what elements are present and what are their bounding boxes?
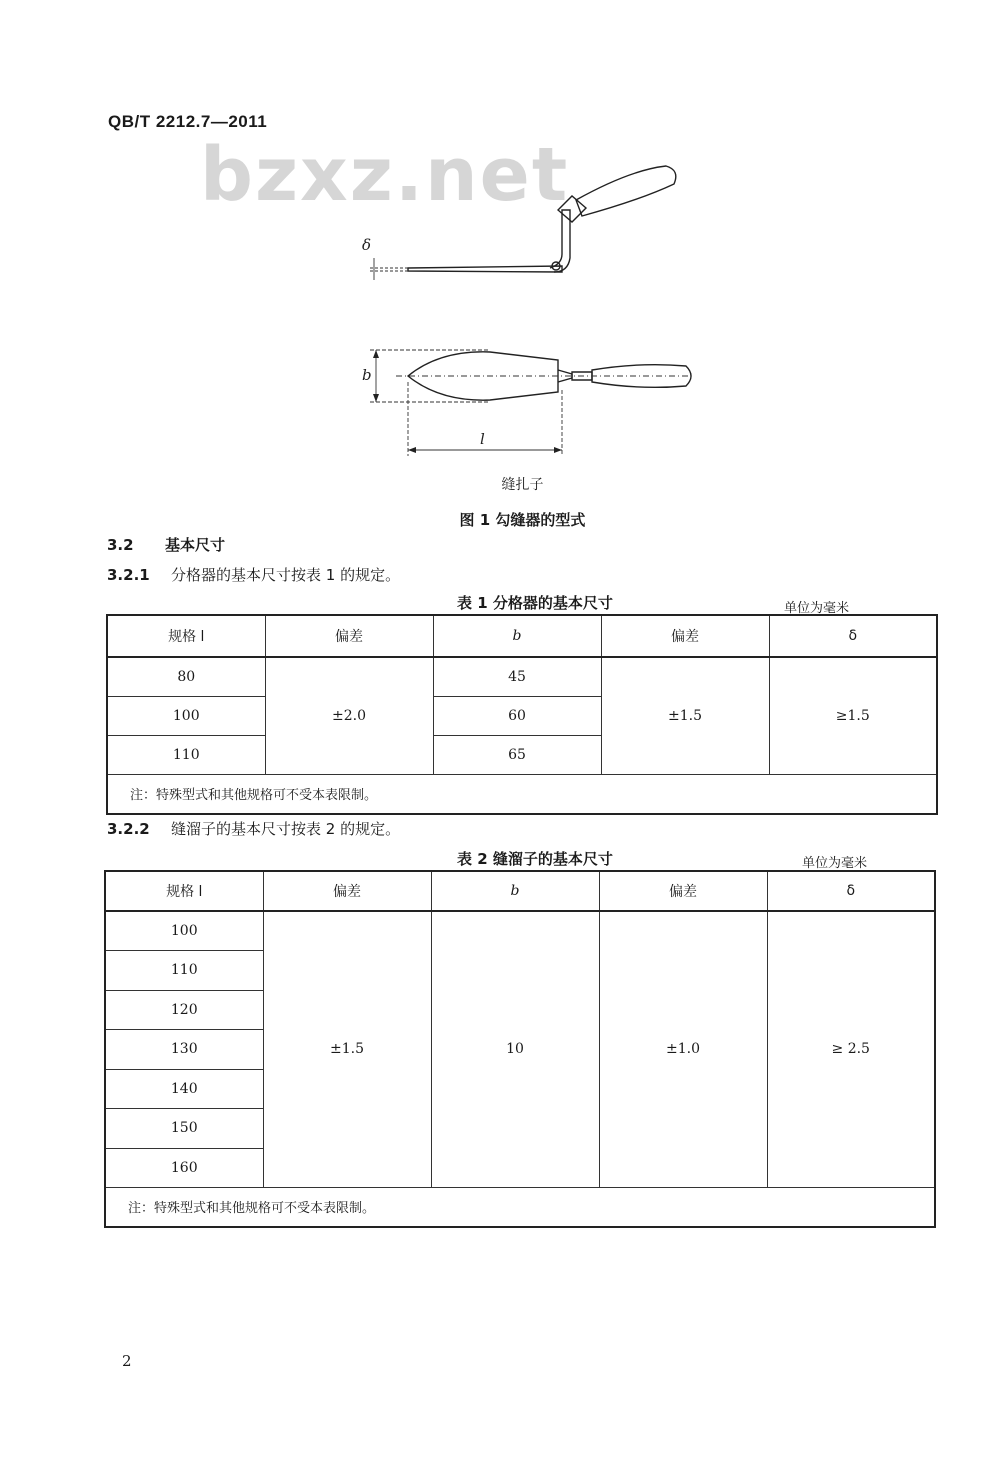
delta-dimension-label: δ (362, 236, 372, 254)
spec-cell: 100 (107, 696, 265, 735)
section-3-2-heading (107, 534, 225, 555)
standard-code: QB/T 2212.7—2011 (108, 112, 268, 131)
table1-title: 表 1 分格器的基本尺寸 (457, 594, 613, 612)
side-view-handle (576, 166, 676, 216)
table-header-row (105, 871, 935, 911)
table2-unit: 单位为毫米 (802, 856, 868, 871)
header-deviation: 偏差 (263, 871, 431, 911)
b-cell: 45 (433, 657, 601, 696)
b-deviation-cell: ±1.5 (601, 657, 769, 774)
page-number: 2 (122, 1352, 132, 1370)
table-note-row (105, 1187, 935, 1227)
table1-unit: 单位为毫米 (784, 601, 850, 616)
table2 (104, 870, 936, 1228)
spec-cell: 120 (105, 990, 263, 1029)
section-number: 3.2 (107, 536, 134, 554)
spec-cell: 160 (105, 1148, 263, 1187)
spec-cell: 140 (105, 1069, 263, 1108)
b-cell: 60 (433, 696, 601, 735)
spec-cell: 130 (105, 1029, 263, 1069)
section-number: 3.2.2 (107, 820, 150, 838)
table1 (106, 614, 938, 815)
figure-caption: 图 1 勾缝器的型式 (459, 511, 586, 529)
header-deviation: 偏差 (601, 615, 769, 657)
b-dimension-label: b (362, 366, 372, 384)
spec-cell: 100 (105, 911, 263, 950)
l-dimension-label: l (480, 430, 485, 448)
trowel-figure (340, 150, 720, 470)
header-delta: δ (769, 615, 937, 657)
header-deviation: 偏差 (265, 615, 433, 657)
header-spec: 规格 l (107, 615, 265, 657)
header-b: b (431, 871, 599, 911)
table2-title: 表 2 缝溜子的基本尺寸 (457, 850, 613, 868)
header-b: b (433, 615, 601, 657)
section-title: 基本尺寸 (165, 536, 226, 554)
section-text: 分格器的基本尺寸按表 1 的规定。 (171, 566, 401, 584)
header-spec: 规格 l (105, 871, 263, 911)
b-cell: 65 (433, 735, 601, 774)
table1-note: 注：特殊型式和其他规格可不受本表限制。 (107, 774, 937, 814)
spec-cell: 150 (105, 1108, 263, 1148)
b-cell: 10 (431, 911, 599, 1187)
table-note-row (107, 774, 937, 814)
b-deviation-cell: ±1.0 (599, 911, 767, 1187)
spec-deviation-cell: ±1.5 (263, 911, 431, 1187)
figure-subcaption: 缝扎子 (501, 477, 544, 493)
watermark: bzxz.net (200, 132, 570, 218)
side-view-blade (408, 266, 562, 272)
table-row (107, 657, 937, 696)
spec-cell: 80 (107, 657, 265, 696)
table-header-row (107, 615, 937, 657)
delta-cell: ≥ 2.5 (767, 911, 935, 1187)
section-3-2-2 (107, 818, 400, 839)
table2-note: 注：特殊型式和其他规格可不受本表限制。 (105, 1187, 935, 1227)
table-row (105, 911, 935, 950)
spec-cell: 110 (107, 735, 265, 774)
spec-deviation-cell: ±2.0 (265, 657, 433, 774)
spec-cell: 110 (105, 950, 263, 990)
section-number: 3.2.1 (107, 566, 150, 584)
section-3-2-1 (107, 564, 400, 585)
header-delta: δ (767, 871, 935, 911)
section-text: 缝溜子的基本尺寸按表 2 的规定。 (171, 820, 401, 838)
header-deviation: 偏差 (599, 871, 767, 911)
delta-cell: ≥1.5 (769, 657, 937, 774)
